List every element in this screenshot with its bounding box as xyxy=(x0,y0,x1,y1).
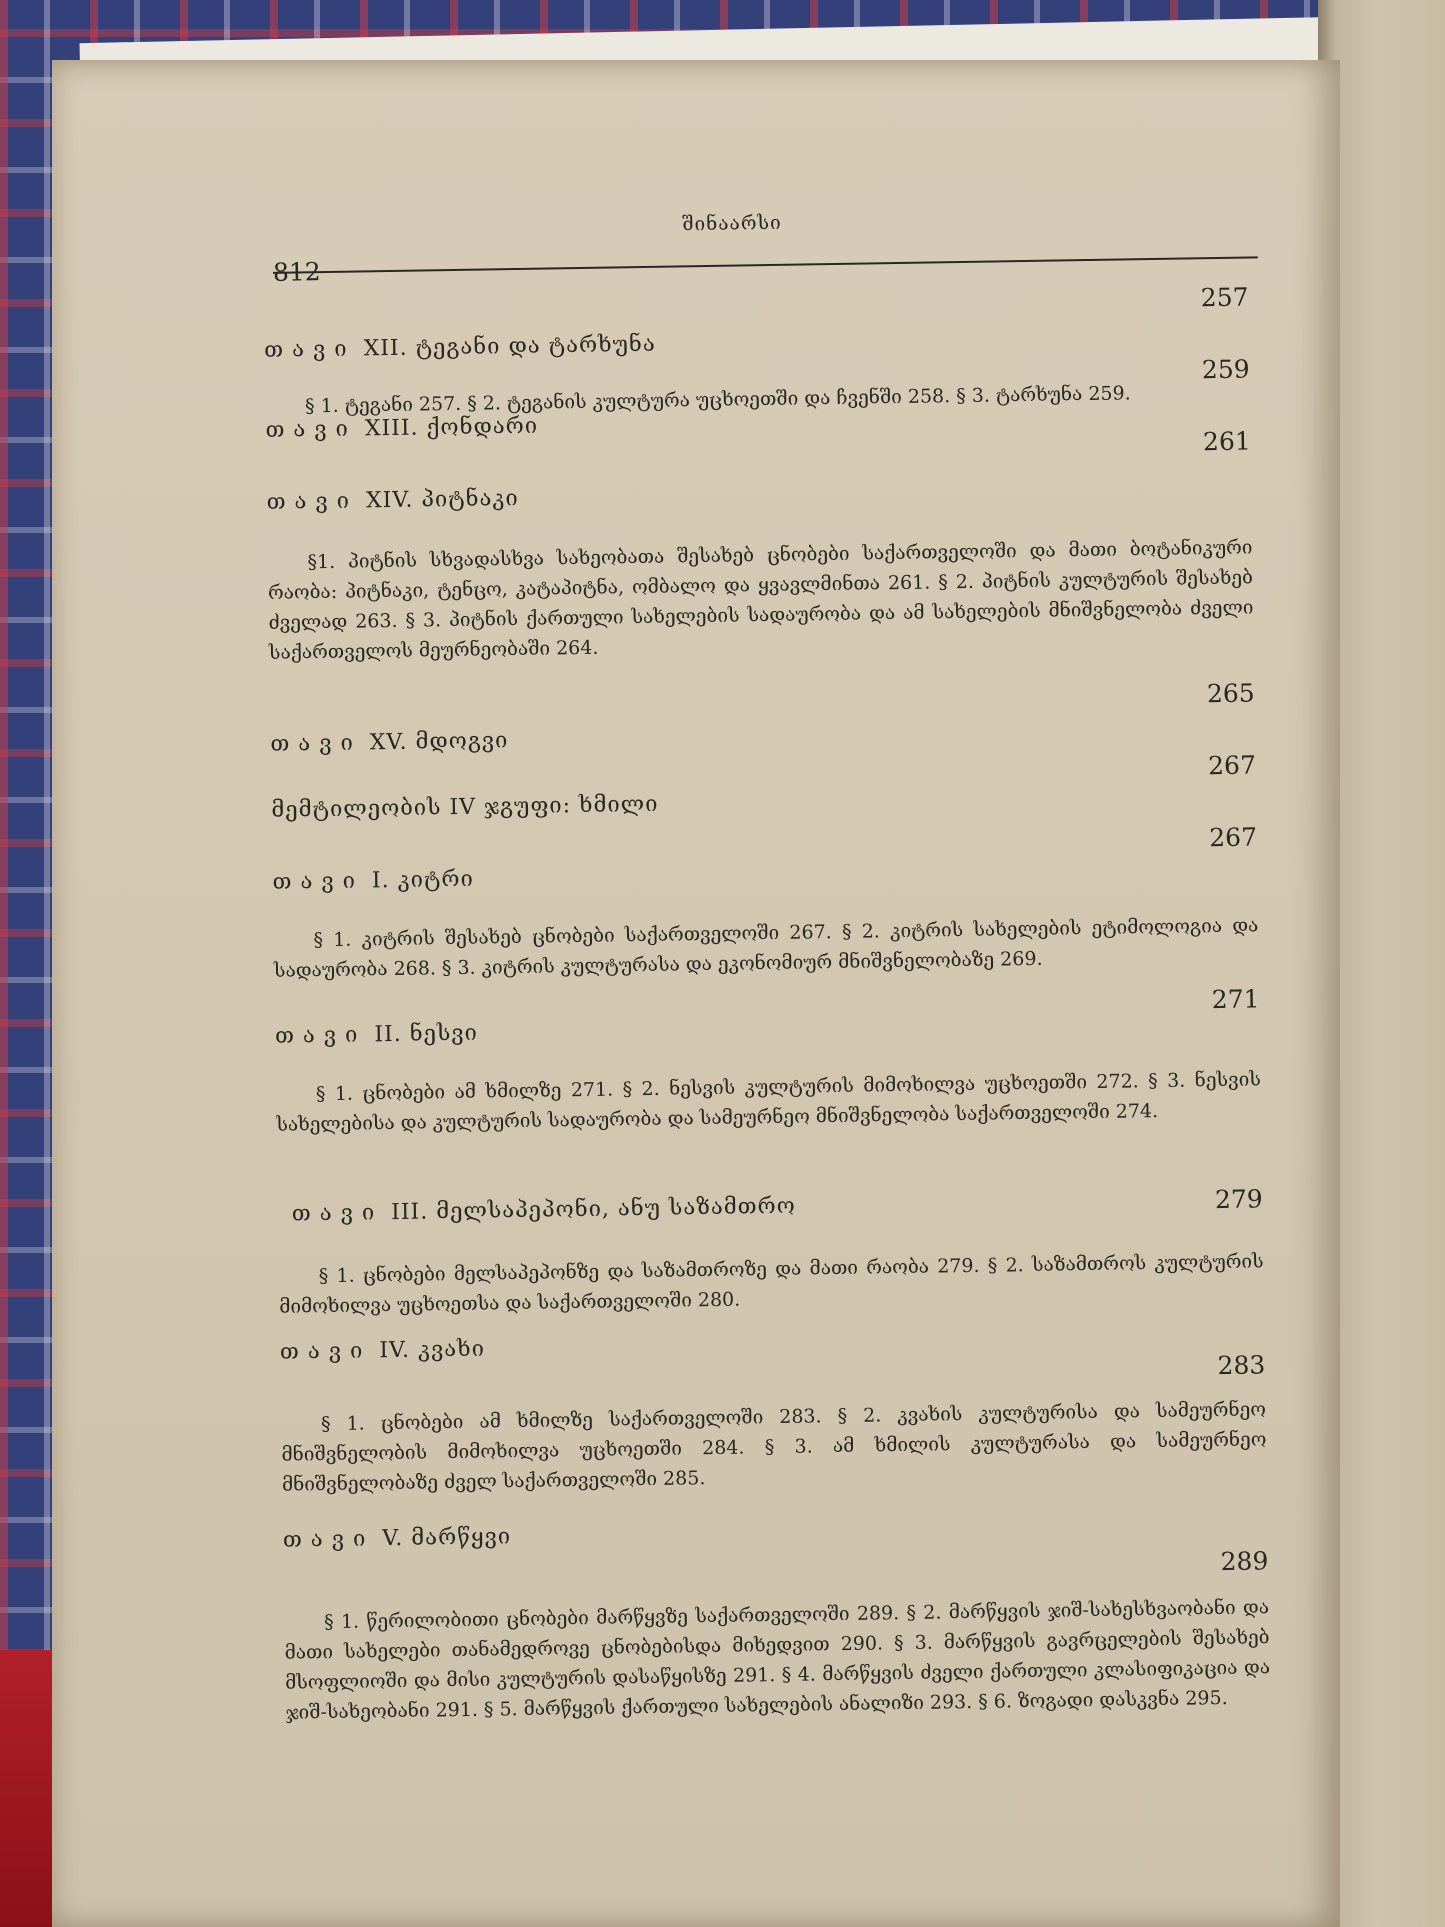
chapter-title: XIII. ქონდარი xyxy=(364,413,539,442)
chapter-word: თავი xyxy=(274,1022,367,1049)
chapter-word: თავი xyxy=(282,1526,375,1553)
chapter-title: XIV. პიტნაკი xyxy=(365,486,519,514)
table-of-contents xyxy=(262,195,1271,1724)
chapter-word: თავი xyxy=(272,868,365,895)
chapter-word: თავი xyxy=(265,416,358,443)
header-rule xyxy=(273,256,1258,273)
toc-entry xyxy=(274,984,1261,1136)
chapter-page: 257 xyxy=(1200,282,1249,313)
chapter-page: 267 xyxy=(1207,750,1257,781)
group-title: მემტილეობის IV ჯგუფი: ხმილი xyxy=(271,791,659,823)
chapter-page: 271 xyxy=(1211,984,1260,1015)
chapter-page: 261 xyxy=(1202,426,1251,457)
chapter-title: III. მელსაპეპონი, ანუ საზამთრო xyxy=(390,1193,797,1226)
chapter-sections: §1. პიტნის სხვადასხვა სახეობათა შესახებ ცნობები საქართველოში და მათი ბოტანიკური რაობა: პიტნაკი, ტენცო, კატაპიტნა, ომბალო და ყვავლმინთა 261. § 2. პიტნის კულტურის შესახებ ძველად 263. § 3. პიტნის ქართული სახელების სადაურობა და ამ სახელების მნიშვნელობა ძველი საქართველოს მეურნეობაში 264. xyxy=(267,536,1254,664)
running-header-title: შინაარსი xyxy=(682,211,782,236)
chapter-title: IV. კვახი xyxy=(379,1336,486,1364)
chapter-sections: § 1. ცნობები ამ ხმილზე 271. § 2. ნესვის კულტურის მიმოხილვა უცხოეთში 272. § 3. ნესვის სახელებისა და კულტურის სადაურობა და სამეურნეო მნიშვნელობა საქართველოში 274. xyxy=(276,1068,1261,1136)
chapter-word: თავი xyxy=(291,1200,384,1227)
chapter-sections: § 1. წერილობითი ცნობები მარწყვზე საქართველოში 289. § 2. მარწყვის ჯიშ-სახესხვაობანი და მათი სახელები თანამედროვე ცნობებისდა მიხედვით 290. § 3. მარწყვის გავრცელების შესახებ მსოფლიოში და მისი კულტურის დასაწყისზე 291. § 4. მარწყვის ძველი ქართული კლასიფიკაცია და ჯიშ-სახეობანი 291. § 5. მარწყვის ქართული სახელების ანალიზი 293. § 6. ზოგადი დასკვნა 295. xyxy=(284,1596,1271,1724)
toc-entry xyxy=(279,1324,1267,1496)
chapter-page: 289 xyxy=(1220,1546,1269,1577)
chapter-page: 283 xyxy=(1217,1350,1266,1381)
toc-entry xyxy=(270,678,1255,757)
chapter-sections: § 1. ცნობები მელსაპეპონზე და საზამთროზე და მათი რაობა 279. § 2. საზამთროს კულტურის მიმოხილვა უცხოეთსა და საქართველოში 280. xyxy=(279,1250,1264,1318)
toc-entry xyxy=(282,1512,1271,1724)
book-page xyxy=(52,60,1340,1927)
chapter-sections: § 1. კიტრის შესახებ ცნობები საქართველოში 267. § 2. კიტრის სახელების ეტიმოლოგია და სადაურობა 268. § 3. კიტრის კულტურასა და ეკონომიურ მნიშვნელობაზე 269. xyxy=(273,914,1259,982)
chapter-sections: § 1. ტეგანი 257. § 2. ტეგანის კულტურა უცხოეთში და ჩვენში 258. § 3. ტარხუნა 259. xyxy=(304,382,1131,418)
chapter-word: თავი xyxy=(264,336,356,363)
chapter-title: II. ნესვი xyxy=(374,1020,479,1048)
chapter-page: 279 xyxy=(1214,1184,1263,1215)
chapter-word: თავი xyxy=(270,730,362,757)
chapter-page: 259 xyxy=(1201,354,1250,385)
toc-entry xyxy=(263,282,1249,418)
toc-entry xyxy=(272,822,1259,982)
chapter-title: V. მარწყვი xyxy=(382,1524,512,1552)
chapter-word: თავი xyxy=(266,488,359,515)
page-number: 812 xyxy=(272,257,321,287)
toc-entry xyxy=(278,1184,1264,1318)
chapter-title: XV. მდოგვი xyxy=(369,728,509,756)
chapter-sections: § 1. ცნობები ამ ხმილზე საქართველოში 283. § 2. კვახის კულტურისა და სამეურნეო მნიშვნელობის მიმოხილვა უცხოეთში 284. § 3. ამ ხმილის კულტურასა და სამეურნეო მნიშვნელობაზე ძველ საქართველოში 285. xyxy=(281,1398,1267,1496)
chapter-word: თავი xyxy=(279,1338,372,1365)
chapter-title: I. კიტრი xyxy=(371,866,475,894)
chapter-title: XII. ტეგანი და ტარხუნა xyxy=(363,331,656,362)
chapter-page: 265 xyxy=(1206,678,1255,709)
chapter-page: 267 xyxy=(1209,822,1258,853)
